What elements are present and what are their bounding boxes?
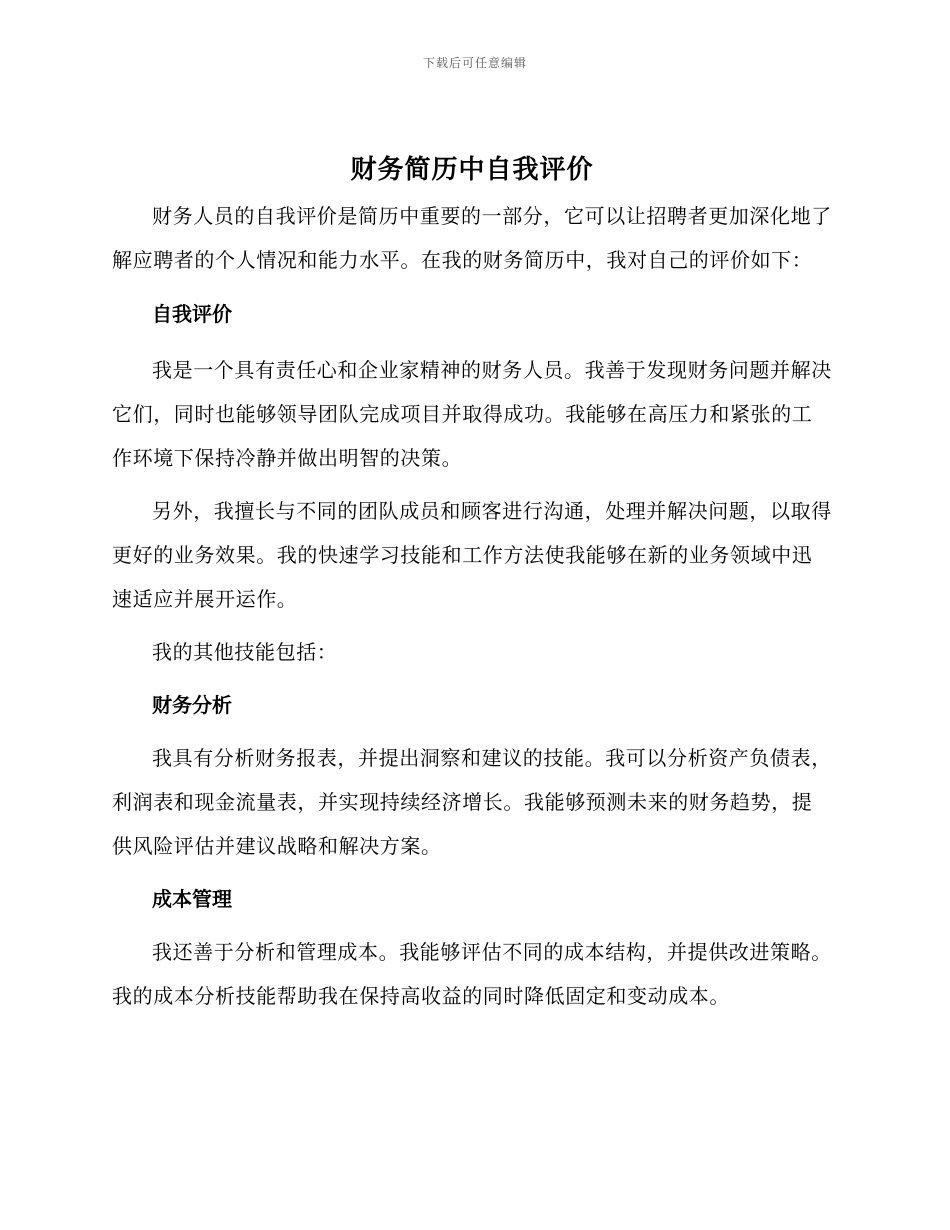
header-watermark: 下载后可任意编辑: [422, 56, 527, 70]
financial-analysis-paragraph: 我具有分析财务报表，并提出洞察和建议的技能。我可以分析资产负债表，利润表和现金流量表，并实现持续经济增长。我能够预测未来的财务趋势，提供风险评估并建议战略和解决方案。: [112, 746, 832, 858]
section-heading-financial-analysis: 财务分析: [152, 693, 232, 717]
intro-paragraph: 财务人员的自我评价是简历中重要的一部分，它可以让招聘者更加深化地了解应聘者的个人情况和能力水平。在我的财务简历中，我对自己的评价如下：: [112, 204, 832, 272]
section-heading-cost-management: 成本管理: [152, 887, 232, 911]
self-evaluation-paragraph-2: 另外，我擅长与不同的团队成员和顾客进行沟通，处理并解决问题，以取得更好的业务效果。我的快速学习技能和工作方法使我能够在新的业务领域中迅速适应并展开运作。: [112, 499, 832, 611]
other-skills-paragraph: 我的其他技能包括：: [152, 640, 338, 664]
self-evaluation-paragraph-1: 我是一个具有责任心和企业家精神的财务人员。我善于发现财务问题并解决它们，同时也能够领导团队完成项目并取得成功。我能够在高压力和紧张的工作环境下保持冷静并做出明智的决策。: [112, 358, 832, 470]
document-body: [112, 152, 832, 1027]
document-title: 财务简历中自我评价: [350, 155, 594, 185]
section-heading-self-evaluation: 自我评价: [152, 302, 232, 326]
cost-management-paragraph: 我还善于分析和管理成本。我能够评估不同的成本结构，并提供改进策略。我的成本分析技能帮助我在保持高收益的同时降低固定和变动成本。: [112, 940, 832, 1008]
